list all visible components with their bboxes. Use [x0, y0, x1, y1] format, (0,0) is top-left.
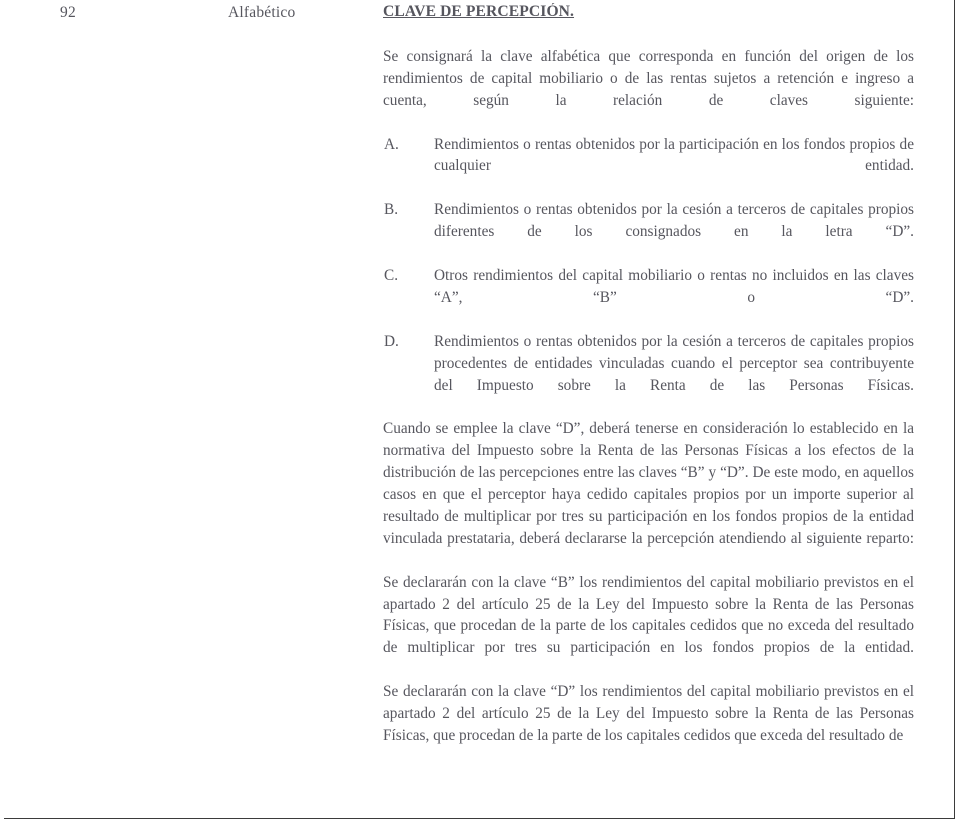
- field-title: CLAVE DE PERCEPCIÓN.: [383, 3, 575, 20]
- clause-marker-b: B.: [384, 201, 399, 219]
- clause-text-b: Rendimientos o rentas obtenidos por la cesión a terceros de capitales propios diferentes de los consignados en la letra “D”.: [434, 201, 914, 241]
- clause-list: [383, 134, 914, 419]
- clause-item-b: [383, 199, 914, 265]
- clause-text-a: Rendimientos o rentas obtenidos por la participación en los fondos propios de cualquier entidad.: [434, 135, 914, 175]
- clause-item-c: [383, 265, 914, 331]
- clause-marker-a: A.: [384, 135, 399, 153]
- body-paragraph-1: Cuando se emplee la clave “D”, deberá tenerse en consideración lo establecido en la normativa del Impuesto sobre la Renta de las Personas Físicas a los efectos de la distribución de las percepciones entre las claves “B” y “D”. De este modo, en aquellos casos en que el perceptor haya cedido capitales propios por un importe superior al resultado de multiplicar por tres su participación en los fondos propios de la entidad vinculada prestataria, deberá declararse la percepción atendiendo al siguiente reparto:: [383, 420, 914, 547]
- field-type-cell: Alfabético: [228, 4, 296, 21]
- title-spacer: [383, 24, 914, 46]
- clause-text-c: Otros rendimientos del capital mobiliario o rentas no incluidos en las claves “A”, “B” o “D”.: [434, 266, 914, 306]
- field-description-cell: [383, 1, 914, 747]
- body-paragraph-2: Se declararán con la clave “B” los rendimientos del capital mobiliario previstos en el apartado 2 del artículo 25 de la Ley del Impuesto sobre la Renta de las Personas Físicas, que procedan de la parte de los capitales cedidos que no exceda del resultado de multiplicar por tres su participación en los fondos propios de la entidad.: [383, 573, 914, 657]
- clause-marker-c: C.: [384, 266, 399, 284]
- clause-marker-d: D.: [384, 332, 399, 350]
- record-number-cell: 92: [60, 4, 76, 21]
- body-paragraph-3: Se declararán con la clave “D” los rendimientos del capital mobiliario previstos en el apartado 2 del artículo 25 de la Ley del Impuesto sobre la Renta de las Personas Físicas, que procedan de la parte de los capitales cedidos que exceda del resultado de: [383, 683, 914, 744]
- intro-paragraph: Se consignará la clave alfabética que corresponda en función del origen de los rendimientos de capital mobiliario o de las rentas sujetos a retención e ingreso a cuenta, según la relación de claves siguiente:: [383, 47, 914, 109]
- clause-item-a: [383, 134, 914, 200]
- clause-text-d: Rendimientos o rentas obtenidos por la cesión a terceros de capitales propios procedentes de entidades vinculadas cuando el perceptor sea contribuyente del Impuesto sobre la Renta de las Personas Físicas.: [434, 332, 914, 394]
- clause-item-d: [383, 331, 914, 419]
- table-bottom-rule: [4, 818, 955, 819]
